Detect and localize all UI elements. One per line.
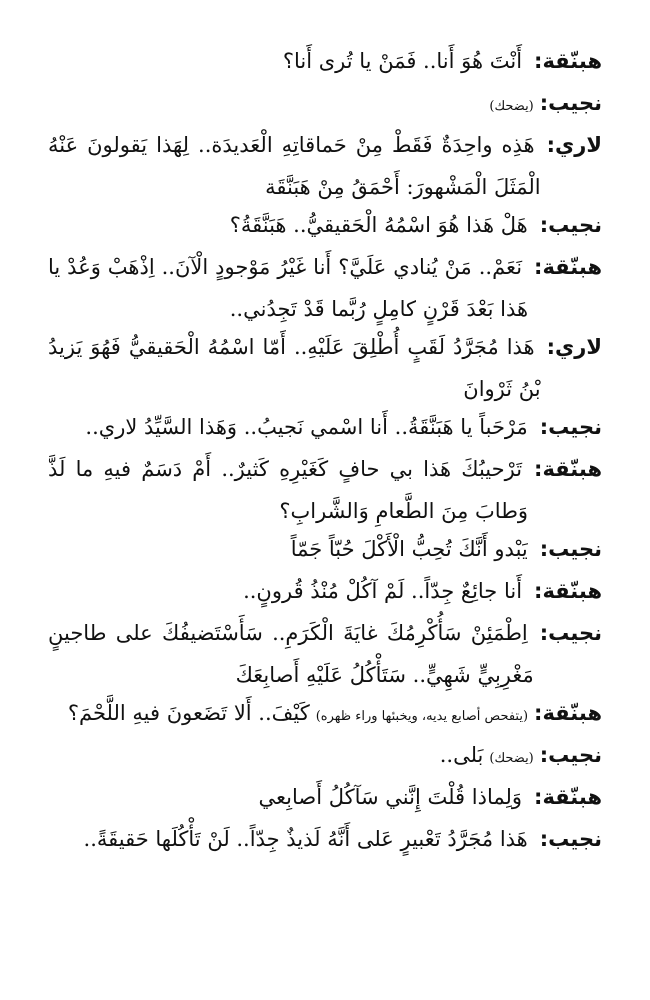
dialogue-line <box>48 778 602 820</box>
stage-direction: (يضحك) <box>489 99 534 114</box>
dialogue-line <box>48 408 602 450</box>
spoken-text: وَلِماذا قُلْتَ إِنَّني سَآكُلُ أَصابِعي <box>258 785 523 809</box>
spoken-text: اِطْمَئِنْ سَأُكْرِمُكَ غايَةَ الْكَرَمِ.. سَأَسْتَضيفُكَ على طاجينٍ مَغْرِبِيٍّ شَهِيٍّ.. سَتَأْكُلُ عَلَيْهِ أَصابِعَكَ <box>48 621 534 687</box>
line-text <box>48 450 528 530</box>
dialogue-line <box>48 694 602 736</box>
speaker-name: هبنّقة: <box>534 255 602 279</box>
spoken-text: نَعَمْ.. مَنْ يُنادي عَلَيَّ؟ أَنا غَيْرُ مَوْجودٍ الْآنَ.. اِذْهَبْ وَعُدْ يا هَذا بَعْدَ قَرْنٍ كامِلٍ رُبَّما قَدْ تَجِدُني.. <box>48 255 529 321</box>
line-text <box>48 126 541 206</box>
spoken-text: أَنْتَ هُوَ أَنا.. فَمَنْ يا تُرى أَنا؟ <box>282 49 523 73</box>
dialogue-line <box>48 450 602 530</box>
dialogue-line <box>48 530 602 572</box>
line-text <box>48 736 534 778</box>
line-text <box>48 248 528 328</box>
speaker-name: هبنّقة: <box>534 457 602 481</box>
spoken-text: مَرْحَباً يا هَبَنَّقَةُ.. أَنا اسْمي نَجيبُ.. وَهَذا السَّيِّدُ لاري.. <box>85 415 528 439</box>
spoken-text: هَلْ هَذا هُوَ اسْمُهُ الْحَقيقيُّ.. هَبَنَّقَةُ؟ <box>229 213 528 237</box>
spoken-text: هَذا مُجَرَّدُ لَقَبٍ أُطْلِقَ عَلَيْهِ.. أَمّا اسْمُهُ الْحَقيقيُّ فَهُوَ يَزيدُ بْنُ ثَرْوانَ <box>48 335 541 401</box>
dialogue-line <box>48 206 602 248</box>
line-text <box>48 614 534 694</box>
line-text <box>48 408 534 450</box>
dialogue-line <box>48 84 602 126</box>
dialogue-line <box>48 126 602 206</box>
speaker-name: هبنّقة: <box>534 785 602 809</box>
line-text <box>48 328 541 408</box>
stage-direction: (يتفحص أصابع يديه، ويخبئها وراء ظهره) <box>315 709 529 724</box>
speaker-name: هبنّقة: <box>534 579 602 603</box>
spoken-text: تَرْحيبُكَ هَذا بي حافٍ كَغَيْرِهِ كَثيرٌ.. أَمْ دَسَمٌ فيهِ ما لَذَّ وَطابَ مِنَ الطَّعامِ وَالشَّرابِ؟ <box>48 457 529 523</box>
speaker-name: نجيب: <box>539 827 602 851</box>
line-text <box>48 572 528 614</box>
speaker-name: نجيب: <box>539 621 602 645</box>
speaker-name: لاري: <box>546 133 602 157</box>
speaker-name: هبنّقة: <box>534 49 602 73</box>
line-text <box>48 84 534 126</box>
speaker-name: لاري: <box>546 335 602 359</box>
dialogue-line <box>48 820 602 862</box>
line-text <box>48 778 528 820</box>
line-text <box>48 206 534 248</box>
line-text <box>48 820 534 862</box>
dialogue-line <box>48 614 602 694</box>
spoken-text: أَنا جائِعٌ جِدّاً.. لَمْ آكُلْ مُنْذُ قُرونٍ.. <box>243 579 523 603</box>
speaker-name: نجيب: <box>539 91 602 115</box>
spoken-text: يَبْدو أَنَّكَ تُحِبُّ الْأَكْلَ حُبّاً جَمّاً <box>290 537 528 561</box>
speaker-name: هبنّقة: <box>534 701 602 725</box>
spoken-text: هَذِه واحِدَةٌ فَقَطْ مِنْ حَماقاتِهِ الْعَديدَة.. لِهَذا يَقولونَ عَنْهُ الْمَثَلَ الْمَشْهورَ: أَحْمَقُ مِنْ هَبَنَّقَة <box>48 133 541 199</box>
spoken-text: هَذا مُجَرَّدُ تَعْبيرٍ عَلى أَنَّهُ لَذيذٌ جِدّاً.. لَنْ تَأْكُلَها حَقيقَةً.. <box>83 827 528 851</box>
line-text <box>48 42 528 84</box>
dialogue-line <box>48 736 602 778</box>
dialogue-line <box>48 42 602 84</box>
spoken-text: كَيْفَ.. أَلا تَضَعونَ فيهِ اللَّحْمَ؟ <box>67 701 310 725</box>
line-text <box>48 694 528 736</box>
stage-direction: (يضحك) <box>489 751 534 766</box>
speaker-name: نجيب: <box>539 415 602 439</box>
speaker-name: نجيب: <box>539 743 602 767</box>
spoken-text: بَلى.. <box>439 743 484 767</box>
dialogue-line <box>48 328 602 408</box>
speaker-name: نجيب: <box>539 537 602 561</box>
line-text <box>48 530 534 572</box>
speaker-name: نجيب: <box>539 213 602 237</box>
dialogue-line <box>48 248 602 328</box>
dialogue-line <box>48 572 602 614</box>
